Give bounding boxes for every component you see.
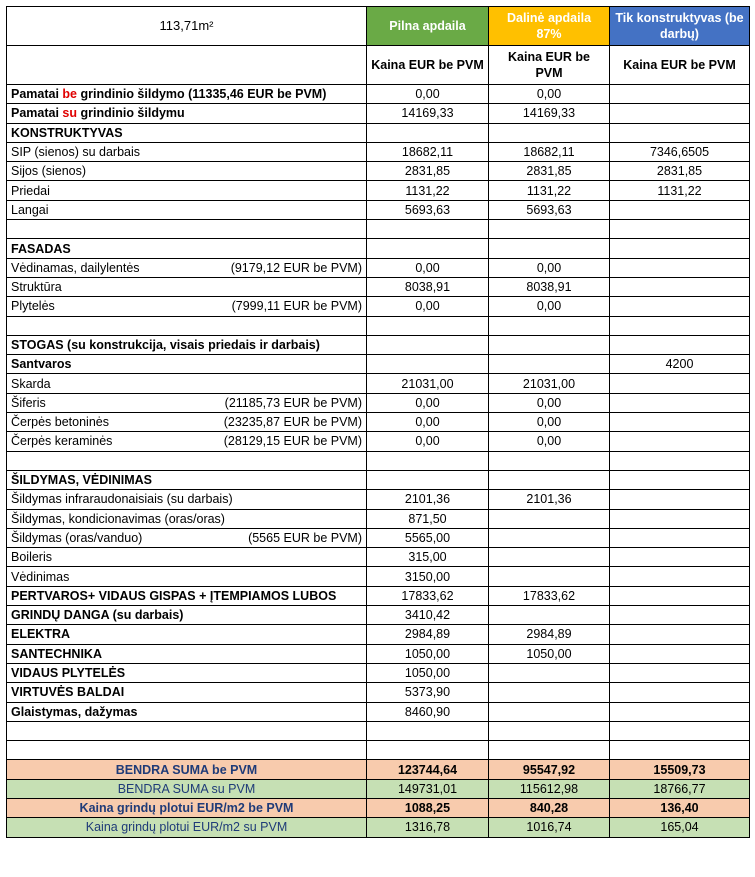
table-row: [7, 721, 750, 740]
summary-partial: 95547,92: [489, 760, 610, 779]
value-partial: 17833,62: [489, 586, 610, 605]
row-label: [7, 567, 367, 586]
table-row: [7, 258, 750, 277]
table-row: [7, 567, 750, 586]
value-partial: 2831,85: [489, 162, 610, 181]
value-construct: [610, 374, 750, 393]
row-label-text: SIP (sienos) su darbais: [11, 145, 140, 160]
value-partial: [489, 220, 610, 239]
value-full: [367, 355, 489, 374]
table-row: [7, 181, 750, 200]
row-label-highlight: be: [62, 87, 78, 102]
value-full: [367, 721, 489, 740]
row-label-text: Šiferis: [11, 395, 46, 410]
row-label-text: VIRTUVĖS BALDAI: [11, 685, 125, 700]
row-label: [7, 258, 367, 277]
summary-construct: 15509,73: [610, 760, 750, 779]
value-construct: [610, 413, 750, 432]
value-construct: [610, 85, 750, 104]
value-full: 8038,91: [367, 277, 489, 296]
value-construct: [610, 663, 750, 682]
row-label: [7, 85, 367, 104]
value-partial: [489, 509, 610, 528]
row-label: [7, 355, 367, 374]
summary-full: 149731,01: [367, 779, 489, 798]
row-label-text: Pamatai: [11, 87, 63, 102]
table-row: [7, 509, 750, 528]
value-partial: [489, 335, 610, 354]
row-label-suffix: grindinio šildymo (11335,46 EUR be PVM): [77, 87, 327, 102]
value-partial: [489, 451, 610, 470]
row-label: [7, 490, 367, 509]
table-row: [7, 702, 750, 721]
value-construct: [610, 277, 750, 296]
value-construct: [610, 548, 750, 567]
value-partial: 18682,11: [489, 142, 610, 161]
summary-label: BENDRA SUMA su PVM: [7, 779, 367, 798]
value-full: 2831,85: [367, 162, 489, 181]
value-construct: [610, 123, 750, 142]
value-construct: [610, 683, 750, 702]
value-construct: [610, 432, 750, 451]
price-label-empty: [7, 46, 367, 85]
value-full: 0,00: [367, 258, 489, 277]
table-row: [7, 413, 750, 432]
value-construct: [610, 104, 750, 123]
table-row: [7, 162, 750, 181]
row-price-note: (23235,87 EUR be PVM): [223, 415, 362, 430]
summary-construct: 18766,77: [610, 779, 750, 798]
table-row: [7, 316, 750, 335]
row-label: [7, 528, 367, 547]
value-construct: 4200: [610, 355, 750, 374]
summary-label: Kaina grindų plotui EUR/m2 be PVM: [7, 798, 367, 817]
value-full: [367, 470, 489, 489]
value-full: 3150,00: [367, 567, 489, 586]
value-full: 5373,90: [367, 683, 489, 702]
table-row: [7, 374, 750, 393]
row-label: [7, 470, 367, 489]
row-label: [7, 239, 367, 258]
value-construct: [610, 509, 750, 528]
value-partial: [489, 239, 610, 258]
row-label-text: Struktūra: [11, 280, 62, 295]
value-construct: [610, 239, 750, 258]
value-partial: 8038,91: [489, 277, 610, 296]
value-partial: 0,00: [489, 432, 610, 451]
summary-full: 1316,78: [367, 818, 489, 837]
price-label-row: [7, 46, 750, 85]
price-table: [6, 6, 750, 838]
row-label: [7, 663, 367, 682]
value-partial: 2984,89: [489, 625, 610, 644]
row-label-text: Plytelės: [11, 299, 55, 314]
value-partial: 0,00: [489, 85, 610, 104]
value-partial: 2101,36: [489, 490, 610, 509]
value-construct: 1131,22: [610, 181, 750, 200]
value-construct: [610, 528, 750, 547]
value-construct: [610, 200, 750, 219]
table-row: [7, 741, 750, 760]
table-row: [7, 200, 750, 219]
value-partial: 0,00: [489, 413, 610, 432]
value-partial: [489, 721, 610, 740]
value-construct: [610, 220, 750, 239]
row-label-text: Šildymas infraraudonaisiais (su darbais): [11, 492, 233, 507]
value-partial: [489, 470, 610, 489]
row-label: [7, 104, 367, 123]
row-label: [7, 548, 367, 567]
value-full: 18682,11: [367, 142, 489, 161]
area-cell: 113,71m²: [7, 7, 367, 46]
value-full: 14169,33: [367, 104, 489, 123]
row-label: [7, 335, 367, 354]
row-label: [7, 741, 367, 760]
table-row: [7, 432, 750, 451]
value-full: 0,00: [367, 393, 489, 412]
value-full: 0,00: [367, 432, 489, 451]
table-row: [7, 586, 750, 605]
summary-partial: 840,28: [489, 798, 610, 817]
row-label: [7, 181, 367, 200]
row-label: [7, 297, 367, 316]
row-label-text: Vėdinimas: [11, 569, 70, 584]
value-full: 1131,22: [367, 181, 489, 200]
value-full: [367, 123, 489, 142]
table-row: [7, 470, 750, 489]
row-label-text: Boileris: [11, 550, 52, 565]
price-label-partial: Kaina EUR be PVM: [489, 46, 610, 85]
value-full: 5565,00: [367, 528, 489, 547]
summary-construct: 165,04: [610, 818, 750, 837]
summary-label: Kaina grindų plotui EUR/m2 su PVM: [7, 818, 367, 837]
value-full: 17833,62: [367, 586, 489, 605]
row-label-text: Šildymas (oras/vanduo): [11, 530, 143, 545]
row-label: [7, 413, 367, 432]
value-full: 8460,90: [367, 702, 489, 721]
row-label: [7, 451, 367, 470]
value-full: 1050,00: [367, 663, 489, 682]
value-construct: 7346,6505: [610, 142, 750, 161]
summary-full: 1088,25: [367, 798, 489, 817]
value-full: 0,00: [367, 85, 489, 104]
value-partial: [489, 702, 610, 721]
summary-full: 123744,64: [367, 760, 489, 779]
value-partial: 21031,00: [489, 374, 610, 393]
table-row: [7, 355, 750, 374]
table-row: [7, 625, 750, 644]
row-label: [7, 721, 367, 740]
value-full: 3410,42: [367, 606, 489, 625]
value-construct: [610, 721, 750, 740]
row-price-note: (7999,11 EUR be PVM): [231, 299, 362, 314]
row-label: [7, 393, 367, 412]
value-partial: [489, 123, 610, 142]
value-construct: [610, 702, 750, 721]
table-row: [7, 239, 750, 258]
value-partial: 1131,22: [489, 181, 610, 200]
value-full: 5693,63: [367, 200, 489, 219]
table-row: [7, 142, 750, 161]
table-row: [7, 335, 750, 354]
row-price-note: (28129,15 EUR be PVM): [223, 434, 362, 449]
table-row: [7, 393, 750, 412]
value-full: [367, 239, 489, 258]
row-label: [7, 374, 367, 393]
value-construct: [610, 490, 750, 509]
value-full: 1050,00: [367, 644, 489, 663]
row-label: [7, 606, 367, 625]
summary-row: [7, 779, 750, 798]
value-partial: 14169,33: [489, 104, 610, 123]
row-label-text: Vėdinamas, dailylentės: [11, 260, 140, 275]
table-row: [7, 548, 750, 567]
row-label-text: Santvaros: [11, 357, 72, 372]
row-label-text: VIDAUS PLYTELĖS: [11, 666, 126, 681]
row-label-text: Glaistymas, dažymas: [11, 704, 138, 719]
row-label: [7, 625, 367, 644]
row-label: [7, 162, 367, 181]
row-label-text: ŠILDYMAS, VĖDINIMAS: [11, 473, 152, 488]
col-partial-header: Dalinė apdaila 87%: [489, 7, 610, 46]
value-full: [367, 451, 489, 470]
value-partial: 0,00: [489, 258, 610, 277]
row-label-text: SANTECHNIKA: [11, 646, 102, 661]
value-full: 0,00: [367, 413, 489, 432]
row-label: [7, 277, 367, 296]
value-full: 2101,36: [367, 490, 489, 509]
value-full: [367, 220, 489, 239]
row-label: [7, 683, 367, 702]
row-label: [7, 586, 367, 605]
row-label: [7, 142, 367, 161]
row-label-text: Skarda: [11, 376, 51, 391]
value-partial: 1050,00: [489, 644, 610, 663]
value-full: 21031,00: [367, 374, 489, 393]
value-construct: [610, 586, 750, 605]
row-price-note: (5565 EUR be PVM): [248, 530, 362, 545]
summary-row: [7, 760, 750, 779]
col-full-header: Pilna apdaila: [367, 7, 489, 46]
row-label: [7, 432, 367, 451]
summary-label: BENDRA SUMA be PVM: [7, 760, 367, 779]
row-label: [7, 509, 367, 528]
row-label-text: KONSTRUKTYVAS: [11, 125, 123, 140]
value-construct: [610, 335, 750, 354]
row-label-text: Langai: [11, 202, 49, 217]
row-label: [7, 200, 367, 219]
table-row: [7, 683, 750, 702]
value-partial: [489, 683, 610, 702]
value-partial: 0,00: [489, 393, 610, 412]
table-row: [7, 123, 750, 142]
row-label-text: Čerpės keraminės: [11, 434, 113, 449]
header-row: [7, 7, 750, 46]
value-construct: [610, 567, 750, 586]
row-label-text: Pamatai: [11, 106, 63, 121]
row-label: [7, 644, 367, 663]
row-label: [7, 702, 367, 721]
table-row: [7, 451, 750, 470]
value-construct: [610, 644, 750, 663]
row-label-text: STOGAS (su konstrukcija, visais priedais ir darbais): [11, 338, 320, 352]
value-full: 2984,89: [367, 625, 489, 644]
row-label-highlight: su: [62, 106, 78, 121]
row-price-note: (9179,12 EUR be PVM): [230, 260, 362, 275]
row-label-text: ELEKTRA: [11, 627, 71, 642]
row-label-text: Priedai: [11, 183, 50, 198]
value-full: [367, 316, 489, 335]
value-construct: 2831,85: [610, 162, 750, 181]
value-partial: 0,00: [489, 297, 610, 316]
value-full: [367, 741, 489, 760]
value-construct: [610, 316, 750, 335]
value-construct: [610, 451, 750, 470]
value-full: 0,00: [367, 297, 489, 316]
row-label-suffix: grindinio šildymu: [77, 106, 185, 121]
col-construct-header: Tik konstruktyvas (be darbų): [610, 7, 750, 46]
value-construct: [610, 258, 750, 277]
table-row: [7, 297, 750, 316]
value-construct: [610, 625, 750, 644]
table-row: [7, 277, 750, 296]
table-row: [7, 220, 750, 239]
table-row: [7, 644, 750, 663]
summary-partial: 115612,98: [489, 779, 610, 798]
value-construct: [610, 741, 750, 760]
value-partial: [489, 548, 610, 567]
value-partial: [489, 316, 610, 335]
price-label-construct: Kaina EUR be PVM: [610, 46, 750, 85]
summary-row: [7, 818, 750, 837]
value-partial: [489, 567, 610, 586]
row-label-text: FASADAS: [11, 241, 71, 256]
value-partial: [489, 606, 610, 625]
summary-construct: 136,40: [610, 798, 750, 817]
value-partial: [489, 355, 610, 374]
summary-partial: 1016,74: [489, 818, 610, 837]
table-row: [7, 85, 750, 104]
value-construct: [610, 297, 750, 316]
value-full: [367, 335, 489, 354]
row-label: [7, 123, 367, 142]
table-row: [7, 528, 750, 547]
value-construct: [610, 606, 750, 625]
row-label-text: GRINDŲ DANGA (su darbais): [11, 608, 184, 623]
table-row: [7, 663, 750, 682]
row-label: [7, 220, 367, 239]
value-partial: [489, 528, 610, 547]
row-label-text: Šildymas, kondicionavimas (oras/oras): [11, 511, 225, 526]
value-partial: 5693,63: [489, 200, 610, 219]
row-price-note: (21185,73 EUR be PVM): [224, 395, 362, 410]
value-construct: [610, 470, 750, 489]
row-label-text: Sijos (sienos): [11, 164, 87, 179]
table-row: [7, 606, 750, 625]
price-label-full: Kaina EUR be PVM: [367, 46, 489, 85]
table-row: [7, 490, 750, 509]
value-partial: [489, 741, 610, 760]
value-full: 871,50: [367, 509, 489, 528]
row-label-text: Čerpės betoninės: [11, 415, 109, 430]
summary-row: [7, 798, 750, 817]
table-row: [7, 104, 750, 123]
value-construct: [610, 393, 750, 412]
row-label: [7, 316, 367, 335]
value-partial: [489, 663, 610, 682]
row-label-text: PERTVAROS+ VIDAUS GISPAS + ĮTEMPIAMOS LUBOS: [11, 588, 337, 603]
value-full: 315,00: [367, 548, 489, 567]
